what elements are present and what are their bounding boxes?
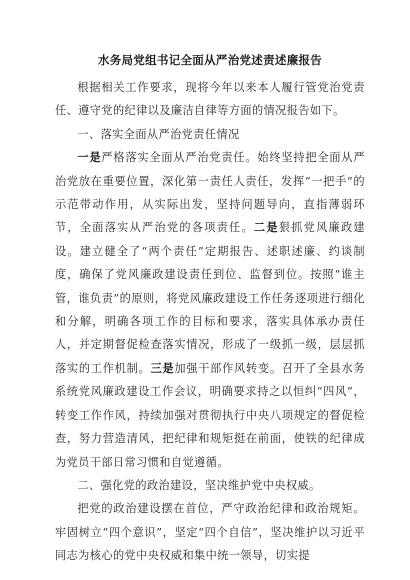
point-2-text: 狠抓党风廉政建设。建立健全了“两个责任”定期报告、述职述廉、约谈制度，确保了党风廉政建设责任到位、监督到位。按照“谁主管，谁负责”的原则，将党风廉政建设工作任务逐项进行细化和分解，明确各项工作的目标和要求，落实具体承办责任人，并定期督促检查落实情况，形成了一级抓一级，层层抓落实的工作机制。 — [55, 221, 365, 375]
document-title: 水务局党组书记全面从严治党述责述廉报告 — [97, 53, 323, 67]
point-3-text: 加强干部作风转变。召开了全县水务系统党风廉政建设工作会议，明确要求持之以恒纠“四风”，转变工作作风，持续加强对贯彻执行中央八项规定的督促检查，努力营造清风，把纪律和规矩挺在前面，使铁的纪律成为党员干部日常习惯和自觉遵循。 — [55, 361, 365, 469]
intro-paragraph: 根据相关工作要求，现将今年以来本人履行管党治党责任、遵守党的纪律以及廉洁自律等方面的情况报告如下。 — [55, 81, 365, 118]
section-2-paragraph: 把党的政治建设摆在首位，严守政治纪律和政治规矩。牢固树立“四个意识”，坚定“四个自信”，坚决维护以习近平同志为核心的党中央权威和集中统一领导，切实提 — [55, 502, 365, 563]
lead-point-2: 二是 — [253, 220, 279, 235]
point-1-text: 严格落实全面从严治党责任。始终坚持把全面从严治党放在重要位置，深化第一责任人责任，发挥“一把手”的示范带动作用，从实际出发，坚持问题导向，直指薄弱环节，全面落实从严治党的各项责任。 — [55, 151, 365, 235]
lead-point-1: 一是 — [77, 150, 102, 165]
section-2-heading: 二、强化党的政治建设，坚决维护党中央权威。 — [77, 478, 321, 492]
document-body — [55, 76, 365, 568]
lead-point-3: 三是 — [150, 360, 175, 375]
section-1-heading: 一、落实全面从严治党责任情况 — [77, 127, 240, 141]
section-1-paragraph — [55, 146, 365, 474]
